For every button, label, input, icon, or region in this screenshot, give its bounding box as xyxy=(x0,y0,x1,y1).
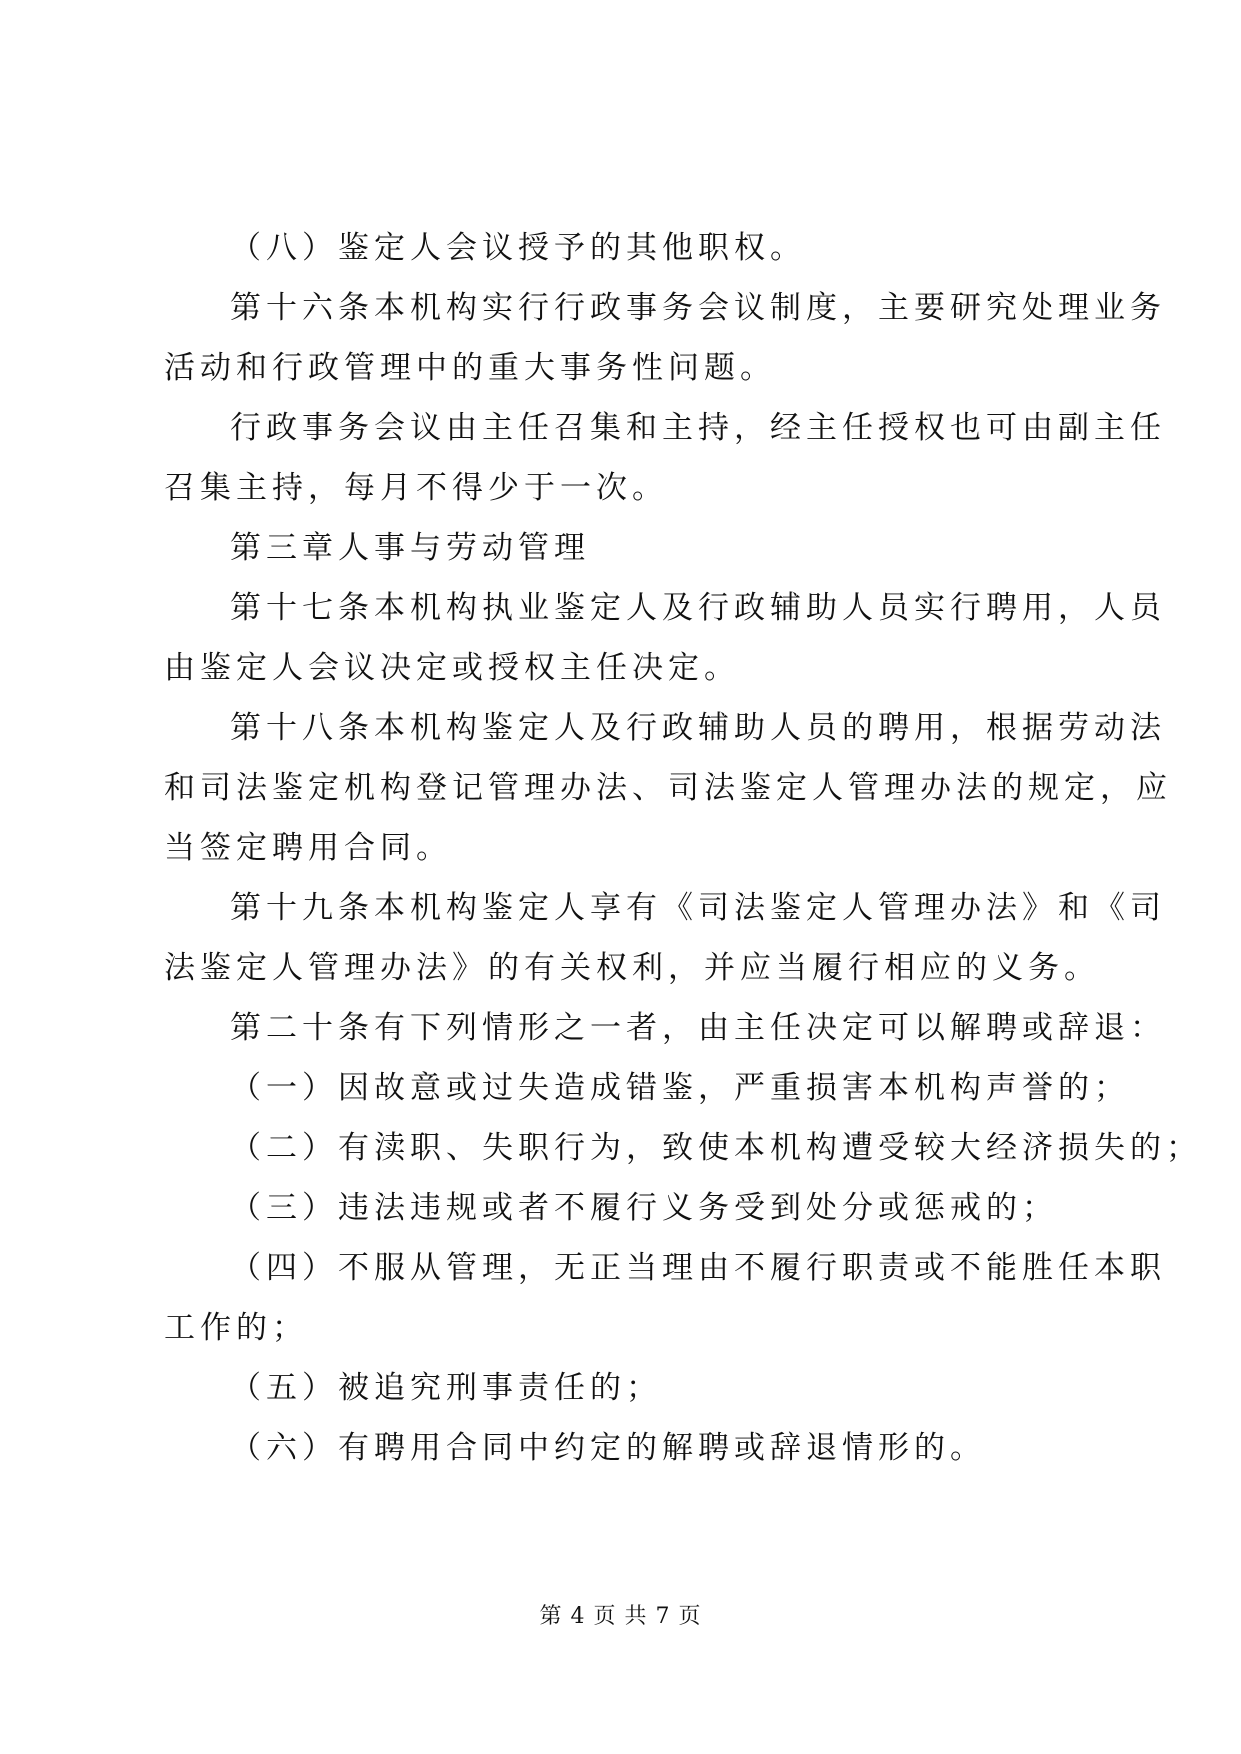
list-item: （一）因故意或过失造成错鉴，严重损害本机构声誉的； xyxy=(230,1070,1130,1106)
text-line: 行政事务会议由主任召集和主持，经主任授权也可由副主任 xyxy=(230,410,1166,446)
page-number-footer: 第 4 页 共 7 页 xyxy=(539,1604,702,1629)
text-line: 法鉴定人管理办法》的有关权利，并应当履行相应的义务。 xyxy=(164,950,1100,986)
list-item: 工作的； xyxy=(164,1310,308,1346)
list-item: （五）被追究刑事责任的； xyxy=(230,1370,662,1406)
text-line: 第十六条本机构实行行政事务会议制度，主要研究处理业务 xyxy=(230,290,1166,326)
list-item: （六）有聘用合同中约定的解聘或辞退情形的。 xyxy=(230,1430,986,1466)
text-line: 由鉴定人会议决定或授权主任决定。 xyxy=(164,650,740,686)
text-line: 当签定聘用合同。 xyxy=(164,830,452,866)
text-line: 第十七条本机构执业鉴定人及行政辅助人员实行聘用，人员 xyxy=(230,590,1166,626)
list-item: （三）违法违规或者不履行义务受到处分或惩戒的； xyxy=(230,1190,1058,1226)
list-item: （四）不服从管理，无正当理由不履行职责或不能胜任本职 xyxy=(230,1250,1166,1286)
text-line: 和司法鉴定机构登记管理办法、司法鉴定人管理办法的规定，应 xyxy=(164,770,1172,806)
text-line: 第十八条本机构鉴定人及行政辅助人员的聘用，根据劳动法 xyxy=(230,710,1166,746)
text-line: 活动和行政管理中的重大事务性问题。 xyxy=(164,350,776,386)
list-item: （二）有渎职、失职行为，致使本机构遭受较大经济损失的； xyxy=(230,1130,1202,1166)
text-line: 第十九条本机构鉴定人享有《司法鉴定人管理办法》和《司 xyxy=(230,890,1166,926)
text-line: 第二十条有下列情形之一者，由主任决定可以解聘或辞退： xyxy=(230,1010,1166,1046)
text-line: （八）鉴定人会议授予的其他职权。 xyxy=(230,230,806,266)
text-line: 召集主持，每月不得少于一次。 xyxy=(164,470,668,506)
chapter-heading: 第三章人事与劳动管理 xyxy=(230,530,590,566)
